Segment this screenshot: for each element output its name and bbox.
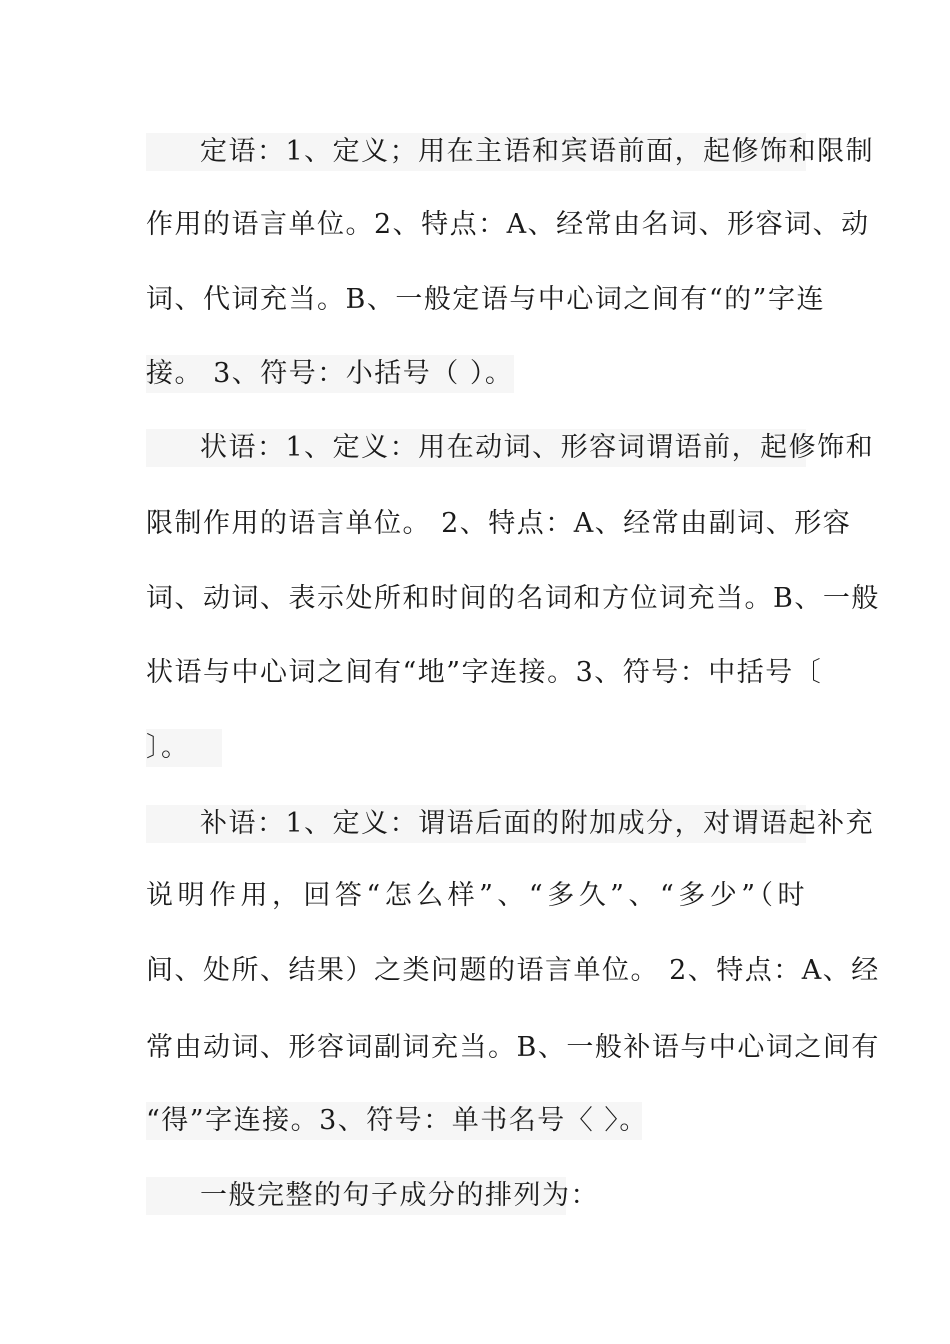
- paragraph-dingyu-line-4: 接。 3、符号：小括号（ ）。: [146, 355, 514, 393]
- paragraph-buyu-line-3: 间、处所、结果）之类问题的语言单位。 2、特点：A、经: [146, 955, 880, 986]
- paragraph-zhuangyu-line-2: 限制作用的语言单位。 2、特点：A、经常由副词、形容: [146, 508, 852, 539]
- paragraph-zhuangyu-line-4: 状语与中心词之间有“地”字连接。3、符号：中括号〔: [146, 657, 823, 688]
- paragraph-dingyu-line-3: 词、代词充当。B、一般定语与中心词之间有“的”字连: [146, 284, 825, 315]
- paragraph-buyu-line-4: 常由动词、形容词副词充当。B、一般补语与中心词之间有: [146, 1032, 880, 1063]
- paragraph-dingyu-line-1: 定语：1、定义；用在主语和宾语前面，起修饰和限制: [146, 133, 806, 171]
- paragraph-dingyu-line-2: 作用的语言单位。2、特点：A、经常由名词、形容词、动: [146, 209, 870, 240]
- paragraph-zhuangyu-line-1: 状语：1、定义：用在动词、形容词谓语前，起修饰和: [146, 429, 806, 467]
- paragraph-zhuangyu-line-5: 〕。: [146, 729, 222, 767]
- paragraph-buyu-line-5: “得”字连接。3、符号：单书名号〈 〉。: [146, 1102, 642, 1140]
- paragraph-zhuangyu-line-3: 词、动词、表示处所和时间的名词和方位词充当。B、一般: [146, 583, 880, 614]
- paragraph-summary-line-1: 一般完整的句子成分的排列为：: [146, 1177, 566, 1215]
- paragraph-buyu-line-1: 补语：1、定义：谓语后面的附加成分，对谓语起补充: [146, 805, 806, 843]
- paragraph-buyu-line-2: 说明作用，回答“怎么样”、“多久”、“多少”（时: [146, 880, 806, 911]
